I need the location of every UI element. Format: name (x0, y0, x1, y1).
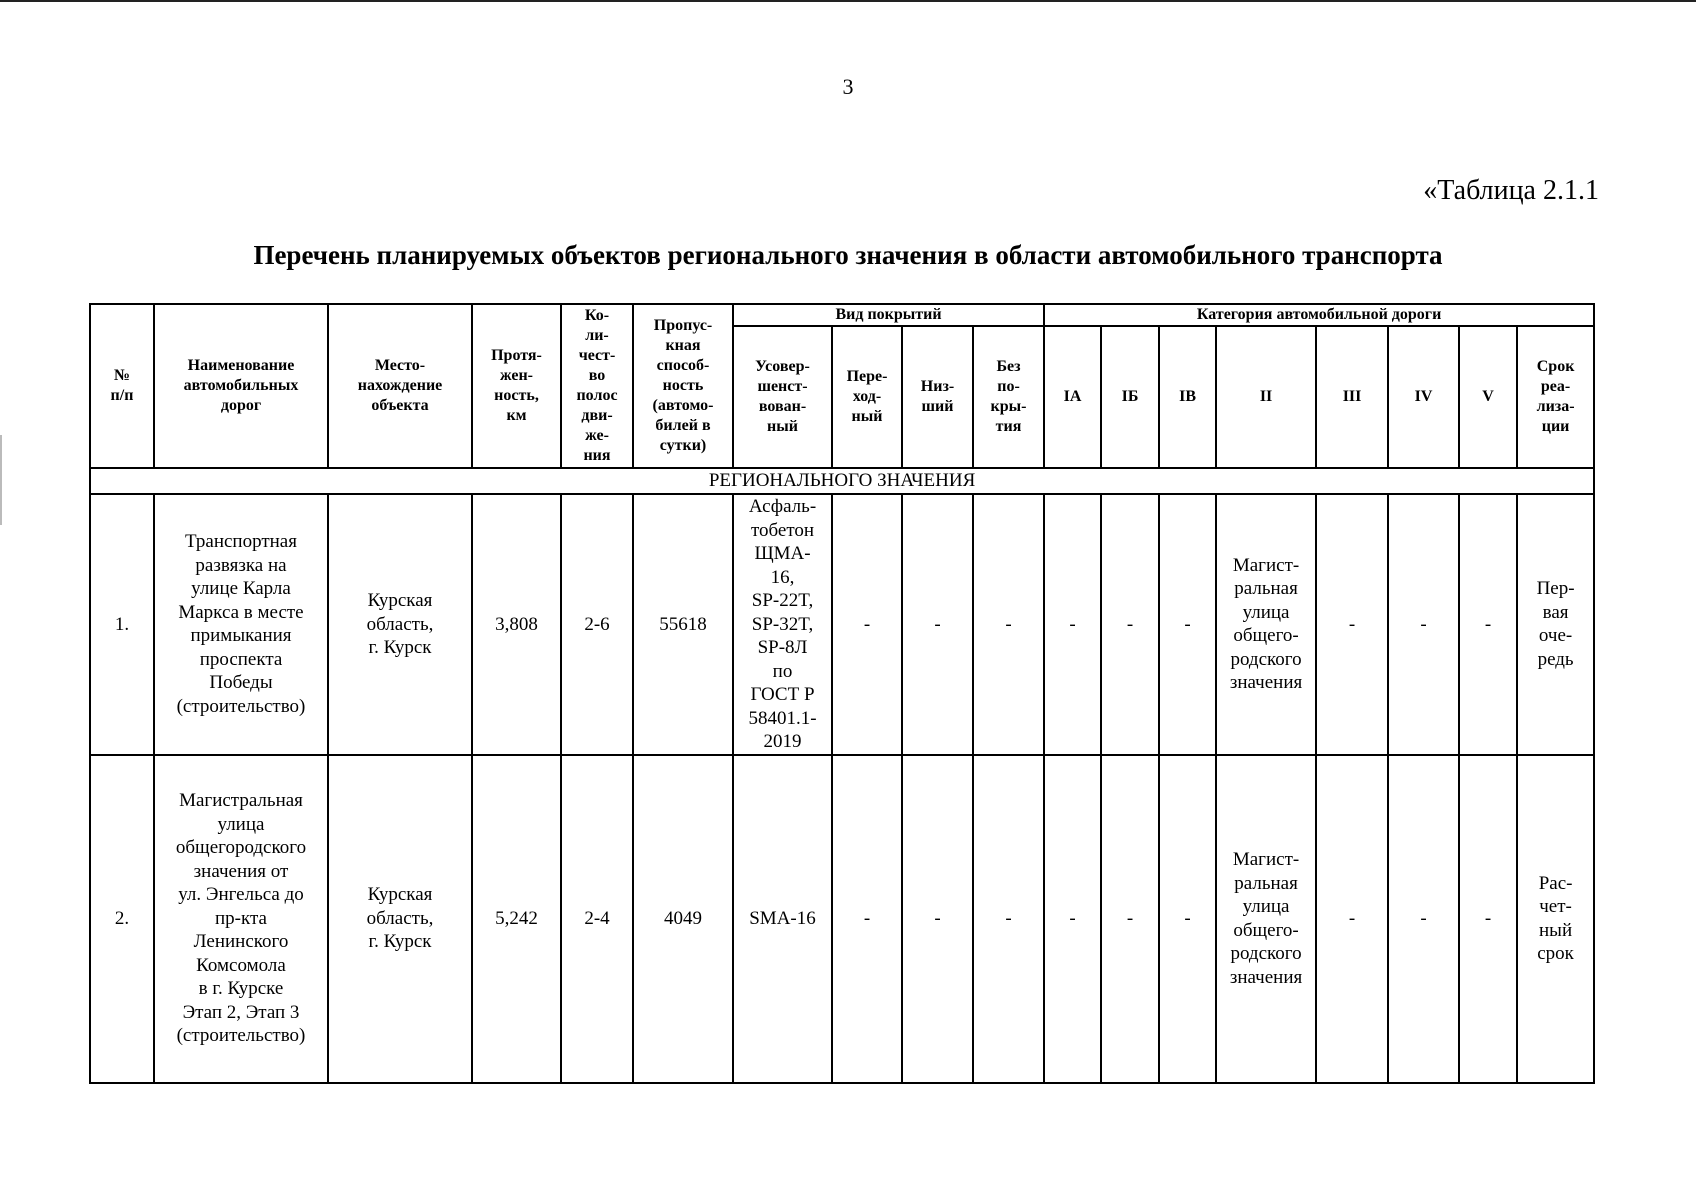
header-surface-group: Вид покрытий (733, 304, 1044, 326)
header-name: Наименование автомобильных дорог (154, 304, 328, 468)
row-surface-none: - (973, 755, 1044, 1083)
row-category-iii: - (1316, 755, 1388, 1083)
row-surface-improved: Асфаль- тобетон ЩМА- 16, SP-22T, SP-32T, SP-8Л по ГОСТ Р 58401.1- 2019 (733, 494, 832, 755)
row-capacity: 55618 (633, 494, 733, 755)
row-category-iv: - (1159, 755, 1216, 1083)
header-row-groups (90, 304, 1594, 326)
row-surface-transitional: - (832, 755, 902, 1083)
row-category-ia: - (1044, 494, 1101, 755)
row-surface-none: - (973, 494, 1044, 755)
row-location: Курская область, г. Курск (328, 494, 472, 755)
header-surface-improved: Усовер- шенст- вован- ный (733, 326, 832, 468)
header-num: № п/п (90, 304, 154, 468)
header-location: Место- нахождение объекта (328, 304, 472, 468)
row-category-iv: - (1159, 494, 1216, 755)
header-category-ib: IБ (1101, 326, 1159, 468)
row-length: 5,242 (472, 755, 561, 1083)
row-category-4: - (1388, 755, 1459, 1083)
row-num: 2. (90, 755, 154, 1083)
row-category-ia: - (1044, 755, 1101, 1083)
header-category-4: IV (1388, 326, 1459, 468)
row-term: Рас- чет- ный срок (1517, 755, 1594, 1083)
header-length: Протя- жен- ность, км (472, 304, 561, 468)
header-surface-transitional: Пере- ход- ный (832, 326, 902, 468)
row-term: Пер- вая оче- редь (1517, 494, 1594, 755)
header-surface-lower: Низ- ший (902, 326, 973, 468)
row-location: Курская область, г. Курск (328, 755, 472, 1083)
table-row (90, 755, 1594, 1083)
header-lanes: Ко- ли- чест- во полос дви- же- ния (561, 304, 633, 468)
row-surface-transitional: - (832, 494, 902, 755)
row-category-ib: - (1101, 755, 1159, 1083)
section-row (90, 468, 1594, 494)
header-category-group: Категория автомобильной дороги (1044, 304, 1594, 326)
row-category-5: - (1459, 494, 1517, 755)
row-surface-improved: SMA-16 (733, 755, 832, 1083)
header-category-ia: IA (1044, 326, 1101, 468)
header-category-iii: III (1316, 326, 1388, 468)
row-category-4: - (1388, 494, 1459, 755)
row-category-iii: - (1316, 494, 1388, 755)
row-surface-lower: - (902, 755, 973, 1083)
top-border-line (0, 0, 1696, 2)
header-capacity: Пропус- кная способ- ность (автомо- билей в сутки) (633, 304, 733, 468)
row-category-5: - (1459, 755, 1517, 1083)
row-category-ii: Магист- ральная улица общего- родского значения (1216, 755, 1316, 1083)
header-category-ii: II (1216, 326, 1316, 468)
section-title: РЕГИОНАЛЬНОГО ЗНАЧЕНИЯ (90, 468, 1594, 494)
row-name: Магистральная улица общегородского значения от ул. Энгельса до пр-кта Ленинского Комсомола в г. Курске Этап 2, Этап 3 (строительство) (154, 755, 328, 1083)
row-lanes: 2-4 (561, 755, 633, 1083)
row-surface-lower: - (902, 494, 973, 755)
row-length: 3,808 (472, 494, 561, 755)
document-title: Перечень планируемых объектов регионального значения в области автомобильного транспорта (253, 240, 1443, 270)
row-lanes: 2-6 (561, 494, 633, 755)
objects-table (89, 303, 1595, 1084)
table-row (90, 494, 1594, 755)
row-category-ii: Магист- ральная улица общего- родского значения (1216, 494, 1316, 755)
row-name: Транспортная развязка на улице Карла Маркса в месте примыкания проспекта Победы (строительство) (154, 494, 328, 755)
header-surface-none: Без по- кры- тия (973, 326, 1044, 468)
header-category-5: V (1459, 326, 1517, 468)
scan-edge-mark (0, 435, 2, 525)
row-category-ib: - (1101, 494, 1159, 755)
table-reference: «Таблица 2.1.1 (1423, 175, 1599, 206)
header-category-iv: IВ (1159, 326, 1216, 468)
page-number: 3 (842, 74, 854, 99)
row-num: 1. (90, 494, 154, 755)
header-term: Срок реа- лиза- ции (1517, 326, 1594, 468)
row-capacity: 4049 (633, 755, 733, 1083)
